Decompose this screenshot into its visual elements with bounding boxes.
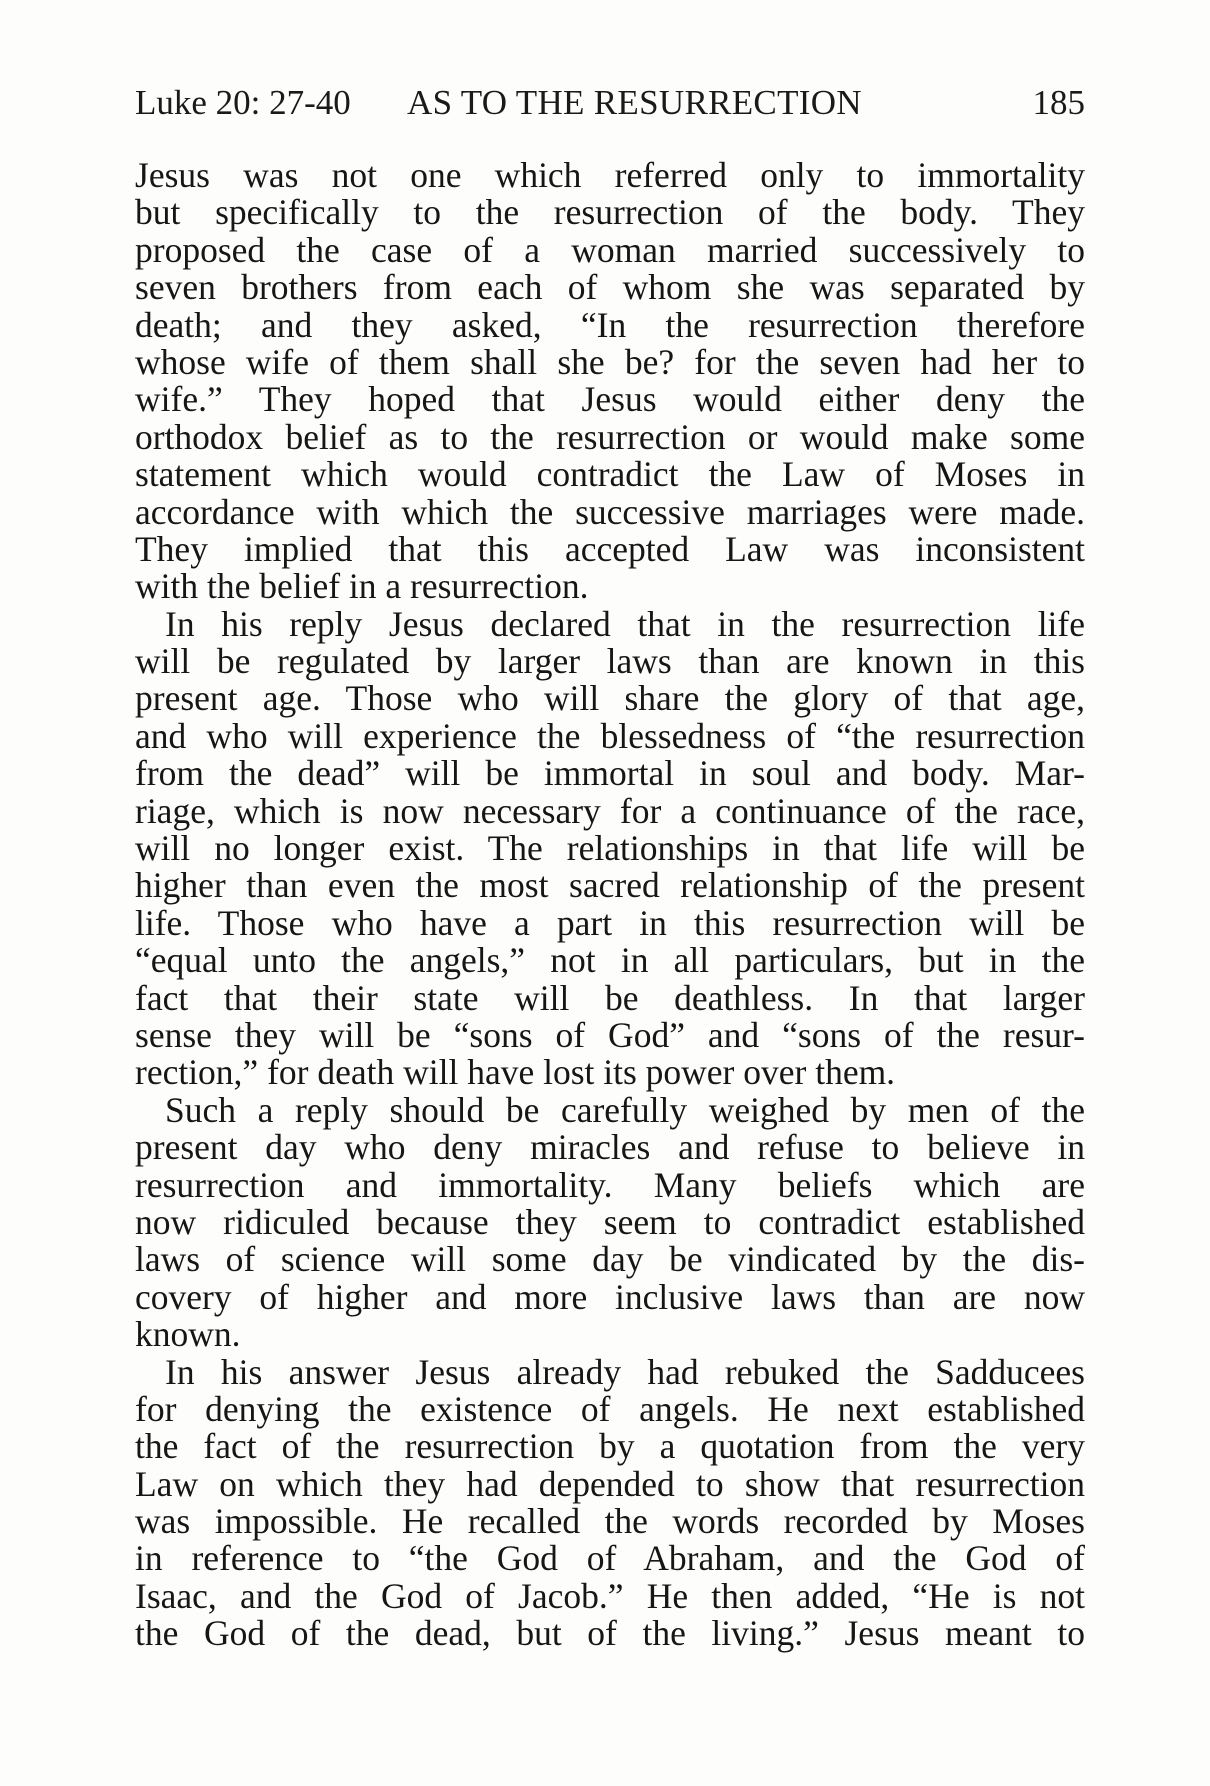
text-line: accordance with which the successive marriages were made. <box>135 491 1085 532</box>
text-line: the God of the dead, but of the living.” Jesus meant to <box>135 1613 1085 1654</box>
paragraph <box>135 603 1085 1093</box>
text-line: Isaac, and the God of Jacob.” He then added, “He is not <box>135 1575 1085 1616</box>
text-line: sense they will be “sons of God” and “sons of the resur- <box>135 1014 1085 1055</box>
text-line: statement which would contradict the Law of Moses in <box>135 454 1085 495</box>
text-line: Law on which they had depended to show that resurrection <box>135 1463 1085 1504</box>
text-line: fact that their state will be deathless. In that larger <box>135 977 1085 1018</box>
text-line: resurrection and immortality. Many beliefs which are <box>135 1164 1085 1205</box>
text-line: present day who deny miracles and refuse to believe in <box>135 1127 1085 1168</box>
page-number: 185 <box>1032 83 1085 122</box>
text-line: present age. Those who will share the glory of that age, <box>135 678 1085 719</box>
text-line: Such a reply should be carefully weighed by men of the <box>165 1089 1085 1130</box>
text-line: death; and they asked, “In the resurrection therefore <box>135 304 1085 345</box>
text-line: from the dead” will be immortal in soul and body. Mar- <box>135 753 1085 794</box>
text-line: proposed the case of a woman married successively to <box>135 229 1085 270</box>
text-line: “equal unto the angels,” not in all particulars, but in the <box>135 940 1085 981</box>
text-line: the fact of the resurrection by a quotation from the very <box>135 1426 1085 1467</box>
text-line: wife.” They hoped that Jesus would either deny the <box>135 379 1085 420</box>
text-line: life. Those who have a part in this resurrection will be <box>135 902 1085 943</box>
text-line: riage, which is now necessary for a continuance of the race, <box>135 790 1085 831</box>
text-line: covery of higher and more inclusive laws than are now <box>135 1276 1085 1317</box>
text-line: Jesus was not one which referred only to immortality <box>135 155 1085 195</box>
paragraph <box>135 1351 1085 1654</box>
text-line: will no longer exist. The relationships in that life will be <box>135 828 1085 869</box>
text-line: laws of science will some day be vindicated by the dis- <box>135 1239 1085 1280</box>
text-line: seven brothers from each of whom she was separated by <box>135 267 1085 308</box>
text-line: but specifically to the resurrection of the body. They <box>135 192 1085 233</box>
text-line: They implied that this accepted Law was inconsistent <box>135 528 1085 569</box>
text-line: known. <box>135 1314 241 1355</box>
body-text <box>135 157 1085 1653</box>
text-line: higher than even the most sacred relationship of the present <box>135 865 1085 906</box>
running-title: AS TO THE RESURRECTION <box>407 83 862 122</box>
text-line: rection,” for death will have lost its power over them. <box>135 1052 896 1093</box>
text-line: whose wife of them shall she be? for the seven had her to <box>135 341 1085 382</box>
text-line: with the belief in a resurrection. <box>135 566 589 607</box>
paragraph <box>135 157 1085 606</box>
running-head <box>135 80 1085 126</box>
chapter-reference: Luke 20: 27-40 <box>135 83 351 122</box>
text-line: In his answer Jesus already had rebuked the Sadducees <box>165 1351 1085 1392</box>
text-line: in reference to “the God of Abraham, and the God of <box>135 1538 1085 1579</box>
text-line: and who will experience the blessedness of “the resurrection <box>135 715 1085 756</box>
text-line: now ridiculed because they seem to contradict established <box>135 1201 1085 1242</box>
text-line: for denying the existence of angels. He next established <box>135 1388 1085 1429</box>
text-line: orthodox belief as to the resurrection or would make some <box>135 416 1085 457</box>
text-line: will be regulated by larger laws than are known in this <box>135 641 1085 682</box>
text-line: In his reply Jesus declared that in the resurrection life <box>165 603 1085 644</box>
paragraph <box>135 1089 1085 1355</box>
text-line: was impossible. He recalled the words recorded by Moses <box>135 1501 1085 1542</box>
